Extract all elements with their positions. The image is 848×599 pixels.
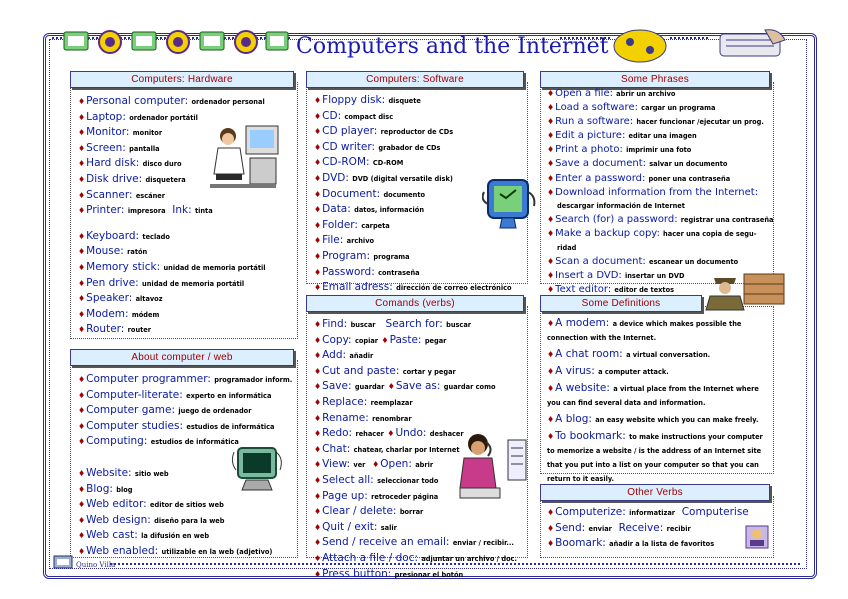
- list-item: ♦Floppy disk: disquete: [314, 94, 421, 106]
- list-item: ♦Add: añadir: [314, 349, 374, 362]
- list-item: ♦Send / receive an email: enviar / recibir...: [314, 536, 514, 549]
- list-item: ♦Save a document: salvar un documento: [547, 158, 728, 170]
- list-item: ♦Replace: reemplazar: [314, 395, 413, 408]
- list-item: ridad: [557, 244, 577, 253]
- definitions-heading: Some Definitions: [540, 295, 702, 312]
- list-item: ♦A blog: an easy website which you can make freely.: [547, 413, 759, 425]
- footer-line: [110, 563, 800, 569]
- list-item: ♦Screen: pantalla: [78, 141, 160, 154]
- list-item: ♦Computing: estudios de informática: [78, 435, 239, 448]
- list-item: ♦Scan a document: escanear un documento: [547, 256, 739, 268]
- list-item: ♦Make a backup copy: hacer una copia de segu-: [547, 227, 757, 239]
- list-item: ♦Computer game: juego de ordenador: [78, 404, 252, 417]
- list-item: ♦Password: contraseña: [314, 265, 420, 278]
- list-item: ♦Document: documento: [314, 187, 426, 200]
- list-item: ♦Laptop: ordenador portátil: [78, 110, 198, 123]
- list-item: descargar información de Internet: [557, 201, 685, 210]
- list-item: ♦Run a software: hacer funcionar /ejecutar un prog.: [547, 116, 764, 128]
- list-item: ♦Web editor: editor de sitios web: [78, 498, 224, 511]
- list-item: ♦Rename: renombrar: [314, 411, 412, 424]
- list-item: ♦Pen drive: unidad de memoria portátil: [78, 276, 245, 289]
- list-item: ♦A modem: a device which makes possible the connection with the Internet.: [547, 317, 742, 342]
- list-item: ♦Program: programa: [314, 249, 410, 262]
- list-item: ♦Hard disk: disco duro: [78, 157, 182, 170]
- computer-illustration: [230, 442, 290, 498]
- list-item: ♦Chat: chatear, charlar por Internet: [314, 442, 460, 455]
- software-heading: Computers: Software: [306, 71, 524, 88]
- list-item: ♦Router: router: [78, 323, 152, 336]
- list-item: ♦Website: sitio web: [78, 466, 169, 479]
- list-item: ♦Copy: copiar ♦Paste: pegar: [314, 333, 447, 346]
- list-item: ♦Email adress: dirección de correo electrónico: [314, 281, 512, 294]
- woman-on-phone-illustration: [456, 430, 530, 506]
- list-item: ♦CD player: reproductor de CDs: [314, 125, 454, 138]
- list-item: ♦Computer studies: estudios de informática: [78, 419, 275, 432]
- list-item: ♦To bookmark: to make instructions your computer to memorize a website / is the address of an Internet site that you put into a list on your computer so that you can return to it easily.: [547, 430, 763, 483]
- list-item: ♦Enter a password: poner una contraseña: [547, 172, 731, 184]
- list-item: ♦Redo: rehacer ♦Undo: deshacer: [314, 427, 464, 440]
- hardware-heading: Computers: Hardware: [70, 71, 294, 88]
- about-heading: About computer / web: [70, 349, 294, 366]
- list-item: ♦Blog: blog: [78, 482, 133, 495]
- other-verbs-heading: Other Verbs: [540, 484, 770, 501]
- phrases-heading: Some Phrases: [540, 71, 770, 88]
- list-item: ♦A website: a virtual place from the Internet where you can find several data and information.: [547, 382, 759, 407]
- list-item: ♦Personal computer: ordenador personal: [78, 95, 265, 107]
- other-verbs-list: [547, 505, 749, 552]
- page-title: Computers and the Internet: [296, 34, 609, 59]
- user-at-desk-illustration: [742, 522, 772, 552]
- list-item: ♦Data: datos, información: [314, 203, 425, 216]
- list-item: ♦Computer-literate: experto en informática: [78, 388, 272, 401]
- monitor-character-illustration: [482, 172, 540, 236]
- list-item: ♦Print a photo: imprimir una foto: [547, 144, 692, 156]
- list-item: ♦CD: compact disc: [314, 109, 394, 122]
- footer-logo: [52, 552, 76, 572]
- list-item: ♦Text editor: editor de textos: [547, 284, 675, 296]
- commands-heading: Comands (verbs): [306, 295, 524, 312]
- list-item: ♦Monitor: monitor: [78, 126, 163, 139]
- list-item: ♦Quit / exit: salir: [314, 520, 397, 533]
- phrases-list: [547, 87, 773, 297]
- list-item: ♦Web enabled: utilizable en la web (adjetivo): [78, 544, 273, 557]
- list-item: ♦Download information from the Internet:: [547, 186, 759, 198]
- list-item: ♦Send: enviar Receive: recibir: [547, 521, 691, 534]
- woman-at-computer-illustration: [206, 122, 282, 192]
- list-item: ♦Memory stick: unidad de memoria portátil: [78, 260, 266, 273]
- list-item: ♦Boomark: añadir a la lista de favoritos: [547, 537, 715, 550]
- list-item: ♦Save: guardar ♦Save as: guardar como: [314, 380, 496, 393]
- list-item: ♦CD writer: grabador de CDs: [314, 140, 441, 153]
- list-item: ♦Computer programmer: programador inform.: [78, 373, 293, 385]
- list-item: ♦Speaker: altavoz: [78, 292, 163, 305]
- list-item: ♦Attach a file / doc: adjuntar un archivo / doc.: [314, 551, 518, 564]
- list-item: ♦Web design: diseño para la web: [78, 513, 225, 526]
- list-item: ♦Select all: seleccionar todo: [314, 473, 439, 486]
- list-item: ♦Press button: presionar el botón: [314, 567, 464, 580]
- list-item: ♦CD-ROM: CD-ROM: [314, 156, 404, 169]
- definitions-list: [547, 317, 769, 486]
- list-item: ♦Keyboard: teclado: [78, 229, 170, 242]
- list-item: ♦Scanner: escáner: [78, 188, 166, 201]
- list-item: ♦Web cast: la difusión en web: [78, 529, 210, 542]
- list-item: ♦Load a software: cargar un programa: [547, 102, 716, 114]
- list-item: ♦File: archivo: [314, 234, 375, 247]
- list-item: ♦Page up: retroceder página: [314, 489, 439, 502]
- list-item: ♦Open a file: abrir un archivo: [547, 88, 676, 99]
- list-item: ♦Modem: módem: [78, 307, 160, 320]
- list-item: ♦Printer: impresora Ink: tinta: [78, 204, 213, 217]
- list-item: ♦Folder: carpeta: [314, 218, 390, 231]
- list-item: ♦View: ver ♦Open: abrir: [314, 458, 434, 471]
- list-item: ♦Find: buscar Search for: buscar: [314, 318, 472, 330]
- list-item: ♦Cut and paste: cortar y pegar: [314, 364, 456, 377]
- detective-illustration: [704, 270, 788, 312]
- list-item: ♦Insert a DVD: insertar un DVD: [547, 270, 685, 282]
- banner-right-decoration: [560, 26, 810, 66]
- list-item: ♦Clear / delete: borrar: [314, 505, 424, 518]
- list-item: ♦Mouse: ratón: [78, 245, 148, 258]
- list-item: ♦Computerize: informatizar Computerise: [547, 506, 749, 518]
- list-item: ♦DVD: DVD (digital versatile disk): [314, 171, 453, 184]
- list-item: ♦Disk drive: disquetera: [78, 172, 186, 185]
- list-item: ♦A virus: a computer attack.: [547, 365, 669, 377]
- list-item: ♦Search (for) a password: registrar una contraseña: [547, 213, 774, 225]
- banner-left-decoration: [52, 28, 292, 58]
- author-credit: Quino Villa: [76, 561, 116, 569]
- list-item: ♦Edit a picture: editar una imagen: [547, 130, 697, 142]
- list-item: ♦A chat room: a virtual conversation.: [547, 348, 711, 360]
